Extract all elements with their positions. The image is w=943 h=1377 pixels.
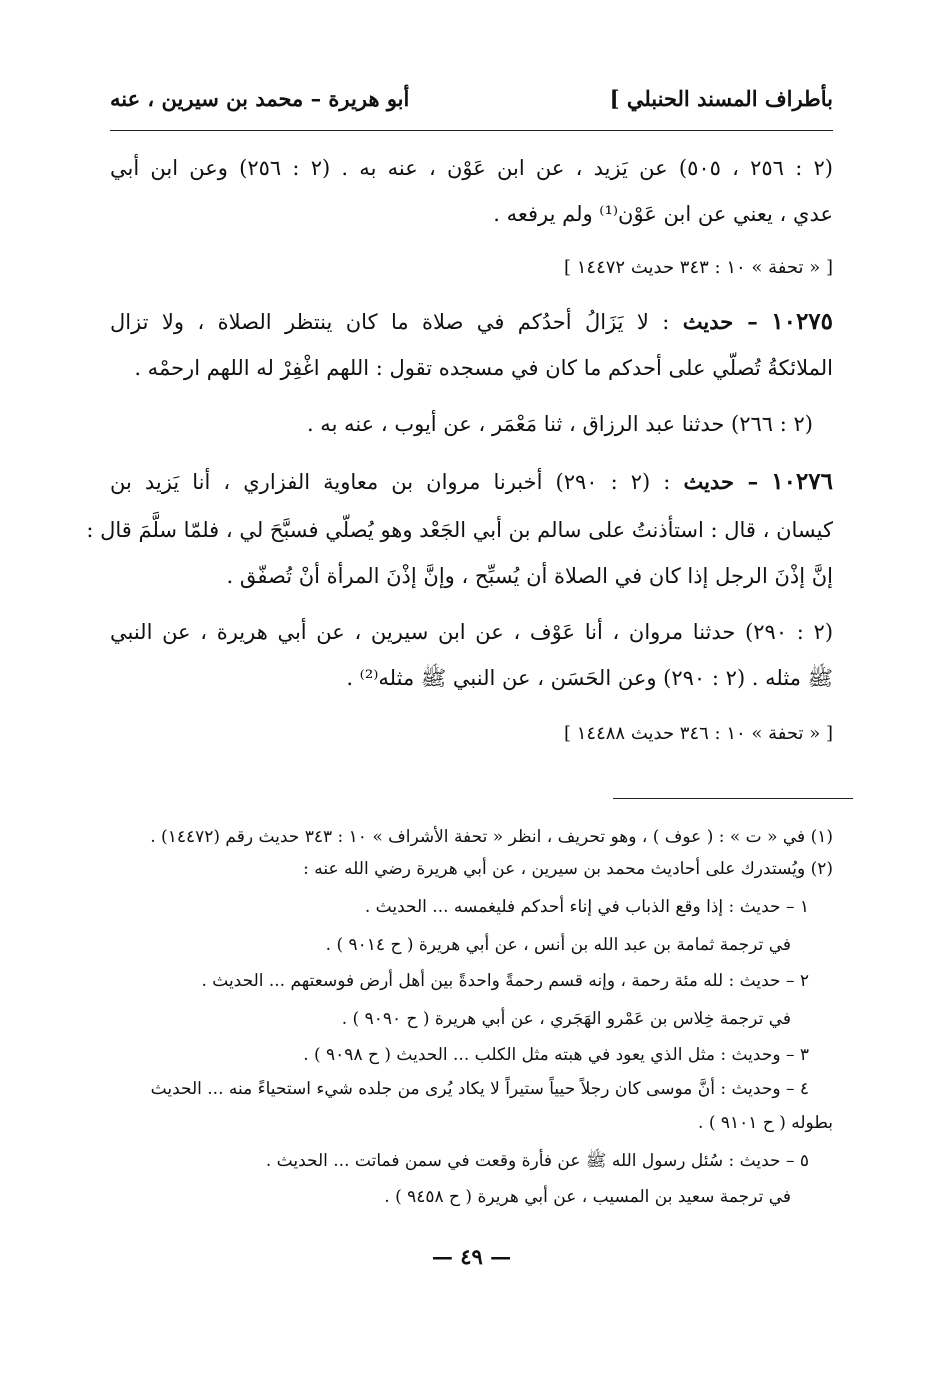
text-line: (٢ : ٢٩٠) حدثنا مروان ، أنا عَوْف ، عن ابن سيرين ، عن أبي هريرة ، عن النبي (110, 620, 834, 644)
header-book-title: بأطراف المسند الحنبلي ] (609, 86, 833, 111)
hadith-number: ١٠٢٧٥ (771, 308, 834, 335)
footnote-item: ٤ – وحديث : أنَّ موسى كان رجلاً حيياً ستيراً لا يكاد يُرى من جلده شيء استحياءً منه ... الحديث (150, 1079, 809, 1099)
tuhfa-reference: [ « تحفة » ١٠ : ٣٤٦ حديث ١٤٤٨٨ ] (564, 723, 833, 744)
text-line: الملائكةُ تُصلّي على أحدكم ما كان في مسجده تقول : اللهم اغْفِرْ له اللهم ارحمْه . (134, 356, 833, 380)
text-line: ﷺ مثله . (٢ : ٢٩٠) وعن الحَسَن ، عن النبي ﷺ مثله⁽²⁾ . (346, 666, 833, 690)
footnote-item: ٣ – وحديث : مثل الذي يعود في هبته مثل الكلب ... الحديث ( ح ٩٠٩٨ ) . (303, 1045, 809, 1065)
tuhfa-reference: [ « تحفة » ١٠ : ٣٤٣ حديث ١٤٤٧٢ ] (564, 257, 833, 278)
footnote-item: في ترجمة خِلاس بن عَمْرو الهَجَري ، عن أبي هريرة ( ح ٩٠٩٠ ) . (341, 1009, 791, 1029)
text-line: (٢ : ٢٦٦) حدثنا عبد الرزاق ، ثنا مَعْمَر ، عن أيوب ، عنه به . (306, 412, 813, 436)
footnote-item: ١ – حديث : إذا وقع الذباب في إناء أحدكم فليغمسه ... الحديث . (364, 897, 809, 917)
footnote-item: ٢ – حديث : لله مئة رحمة ، وإنه قسم رحمةً واحدةً بين أهل أرض فوسعتهم ... الحديث . (201, 971, 809, 991)
text-line: عدي ، يعني عن ابن عَوْن⁽¹⁾ ولم يرفعه . (493, 202, 833, 226)
hadith-10276-line (110, 464, 833, 500)
hadith-number: ١٠٢٧٦ (771, 468, 833, 495)
hadith-keyword: – حديث (682, 309, 758, 334)
footnote-rule (613, 798, 853, 799)
text-line: كيسان ، قال : استأذنتُ على سالم بن أبي الجَعْد وهو يُصلّي فسبَّحَ لي ، فلمّا سلَّمَ قال : (86, 518, 833, 542)
hadith-text: : (٢ : ٢٩٠) أخبرنا مروان بن معاوية الفزاري ، أنا يَزيد بن (110, 470, 671, 494)
header-section-title: أبو هريرة – محمد بن سيرين ، عنه (110, 86, 410, 111)
footnote: (٢) ويُستدرك على أحاديث محمد بن سيرين ، عن أبي هريرة رضي الله عنه : (303, 859, 833, 879)
footnote-item: ٥ – حديث : سُئل رسول الله ﷺ عن فأرة وقعت في سمن فماتت ... الحديث . (265, 1151, 809, 1171)
hadith-text: : لا يَزَالُ أحدُكم في صلاة ما كان ينتظر الصلاة ، ولا تزال (110, 310, 670, 334)
text-line: (٢ : ٢٥٦ ، ٥٠٥) عن يَزيد ، عن ابن عَوْن ، عنه به . (٢ : ٢٥٦) وعن ابن أبي (110, 156, 833, 180)
text-line: إنَّ إذْنَ الرجل إذا كان في الصلاة أن يُسبِّح ، وإنَّ إذْنَ المرأة أنْ تُصفّق . (226, 564, 833, 588)
footnote-item: في ترجمة ثمامة بن عبد الله بن أنس ، عن أبي هريرة ( ح ٩٠١٤ ) . (325, 935, 791, 955)
header-rule (110, 130, 833, 131)
page-number: — ٤٩ — (431, 1244, 512, 1269)
footnote-item: في ترجمة سعيد بن المسيب ، عن أبي هريرة ( ح ٩٤٥٨ ) . (384, 1187, 791, 1207)
running-header (110, 86, 833, 120)
footnote-item: بطوله ( ح ٩١٠١ ) . (698, 1113, 833, 1133)
footnote: (١) في « ت » : ( عوف ) ، وهو تحريف ، انظر « تحفة الأشراف » ١٠ : ٣٤٣ حديث رقم (١٤٤٧٢) . (150, 827, 833, 847)
hadith-keyword: – حديث (683, 469, 759, 494)
hadith-10275-line (110, 304, 833, 340)
